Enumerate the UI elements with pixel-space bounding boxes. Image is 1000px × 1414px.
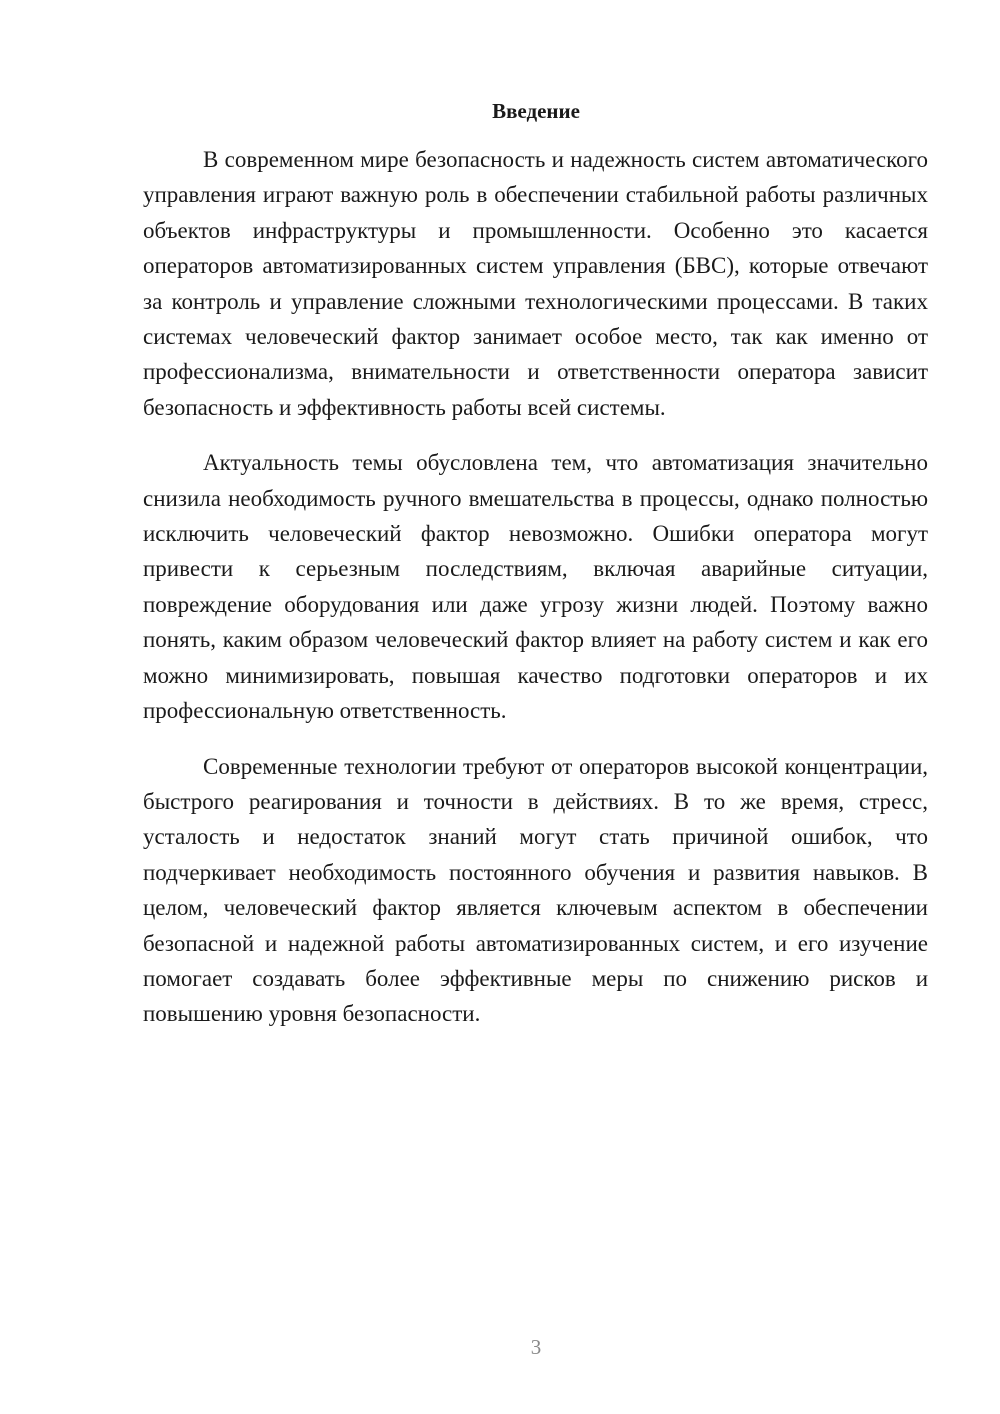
paragraph-1: В современном мире безопасность и надежность систем автоматического управления играют важную роль в обеспечении стабильной работы различных объектов инфраструктуры и промышленности. Особенно это касается операторов автоматизированных систем управления (БВС), которые отвечают за контроль и управление сложными технологическими процессами. В таких системах человеческий фактор занимает особое место, так как именно от профессионализма, внимательности и ответственности оператора зависит безопасность и эффективность работы всей системы.: [143, 147, 928, 420]
paragraph-3: Современные технологии требуют от операторов высокой концентрации, быстрого реагирования и точности в действиях. В то же время, стресс, усталость и недостаток знаний могут стать причиной ошибок, что подчеркивает необходимость постоянного обучения и развития навыков. В целом, человеческий фактор является ключевым аспектом в обеспечении безопасной и надежной работы автоматизированных систем, и его изучение помогает создавать более эффективные меры по снижению рисков и повышению уровня безопасности.: [143, 753, 928, 1027]
page-number: 3: [530, 1335, 542, 1359]
paragraph-2: Актуальность темы обусловлена тем, что автоматизация значительно снизила необходимость ручного вмешательства в процессы, однако полностью исключить человеческий фактор невозможно. Ошибки оператора могут привести к серьезным последствиям, включая аварийные ситуации, повреждение оборудования или даже угрозу жизни людей. Поэтому важно понять, каким образом человеческий фактор влияет на работу систем и как его можно минимизировать, повышая качество подготовки операторов и их профессиональную ответственность.: [143, 450, 928, 724]
body-text: [143, 142, 928, 1052]
section-title: Введение: [492, 99, 580, 123]
